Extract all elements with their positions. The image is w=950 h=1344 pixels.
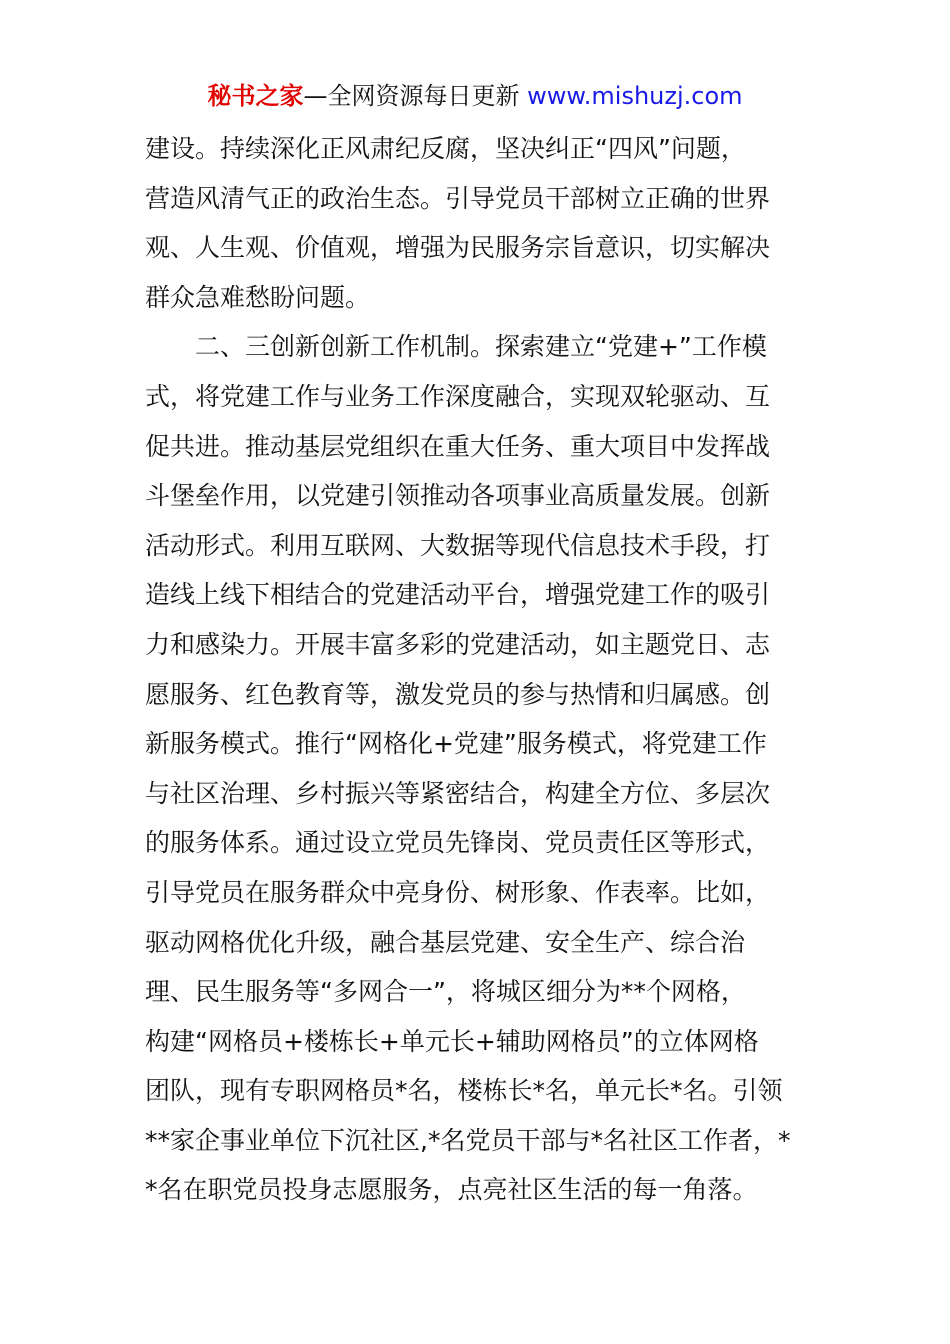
text-line: 二、三创新创新工作机制。探索建立“党建+”工作模	[145, 332, 767, 362]
text-line: 力和感染力。开展丰富多彩的党建活动，如主题党日、志	[145, 629, 771, 659]
text-line: 式，将党建工作与业务工作深度融合，实现双轮驱动、互	[145, 381, 771, 411]
text-line: 与社区治理、乡村振兴等紧密结合，构建全方位、多层次	[145, 778, 771, 808]
text-line: 驱动网格优化升级，融合基层党建、安全生产、综合治	[145, 927, 746, 957]
text-line: 活动形式。利用互联网、大数据等现代信息技术手段，打	[145, 530, 771, 560]
text-line: 观、人生观、价值观，增强为民服务宗旨意识，切实解决	[145, 233, 771, 263]
site-url-link[interactable]: www.mishuzj.com	[527, 82, 743, 110]
text-line: 构建“网格员+楼栋长+单元长+辅助网格员”的立体网格	[145, 1026, 759, 1056]
text-line: 引导党员在服务群众中亮身份、树形象、作表率。比如，	[145, 877, 771, 907]
text-line: 促共进。推动基层党组织在重大任务、重大项目中发挥战	[145, 431, 771, 461]
site-header	[0, 80, 950, 112]
text-line: *名在职党员投身志愿服务，点亮社区生活的每一角落。	[145, 1175, 758, 1205]
text-line: 群众急难愁盼问题。	[145, 282, 371, 312]
text-line: 团队，现有专职网格员*名，楼栋长*名，单元长*名。引领	[145, 1076, 783, 1106]
text-line: 新服务模式。推行“网格化+党建”服务模式，将党建工作	[145, 729, 767, 759]
text-line: **家企事业单位下沉社区,*名党员干部与*名社区工作者，*	[145, 1125, 791, 1155]
text-line: 愿服务、红色教育等，激发党员的参与热情和归属感。创	[145, 679, 771, 709]
site-tagline: —全网资源每日更新	[303, 82, 520, 110]
text-line: 建设。持续深化正风肃纪反腐，坚决纠正“四风”问题，	[145, 134, 746, 163]
text-line: 斗堡垒作用，以党建引领推动各项事业高质量发展。创新	[145, 481, 771, 511]
text-line: 造线上线下相结合的党建活动平台，增强党建工作的吸引	[145, 580, 771, 610]
document-body	[145, 124, 807, 1215]
text-line: 营造风清气正的政治生态。引导党员干部树立正确的世界	[145, 183, 771, 213]
site-brand: 秘书之家	[207, 82, 304, 110]
text-line: 的服务体系。通过设立党员先锋岗、党员责任区等形式，	[145, 828, 771, 858]
text-line: 理、民生服务等“多网合一”，将城区细分为**个网格，	[145, 977, 746, 1007]
